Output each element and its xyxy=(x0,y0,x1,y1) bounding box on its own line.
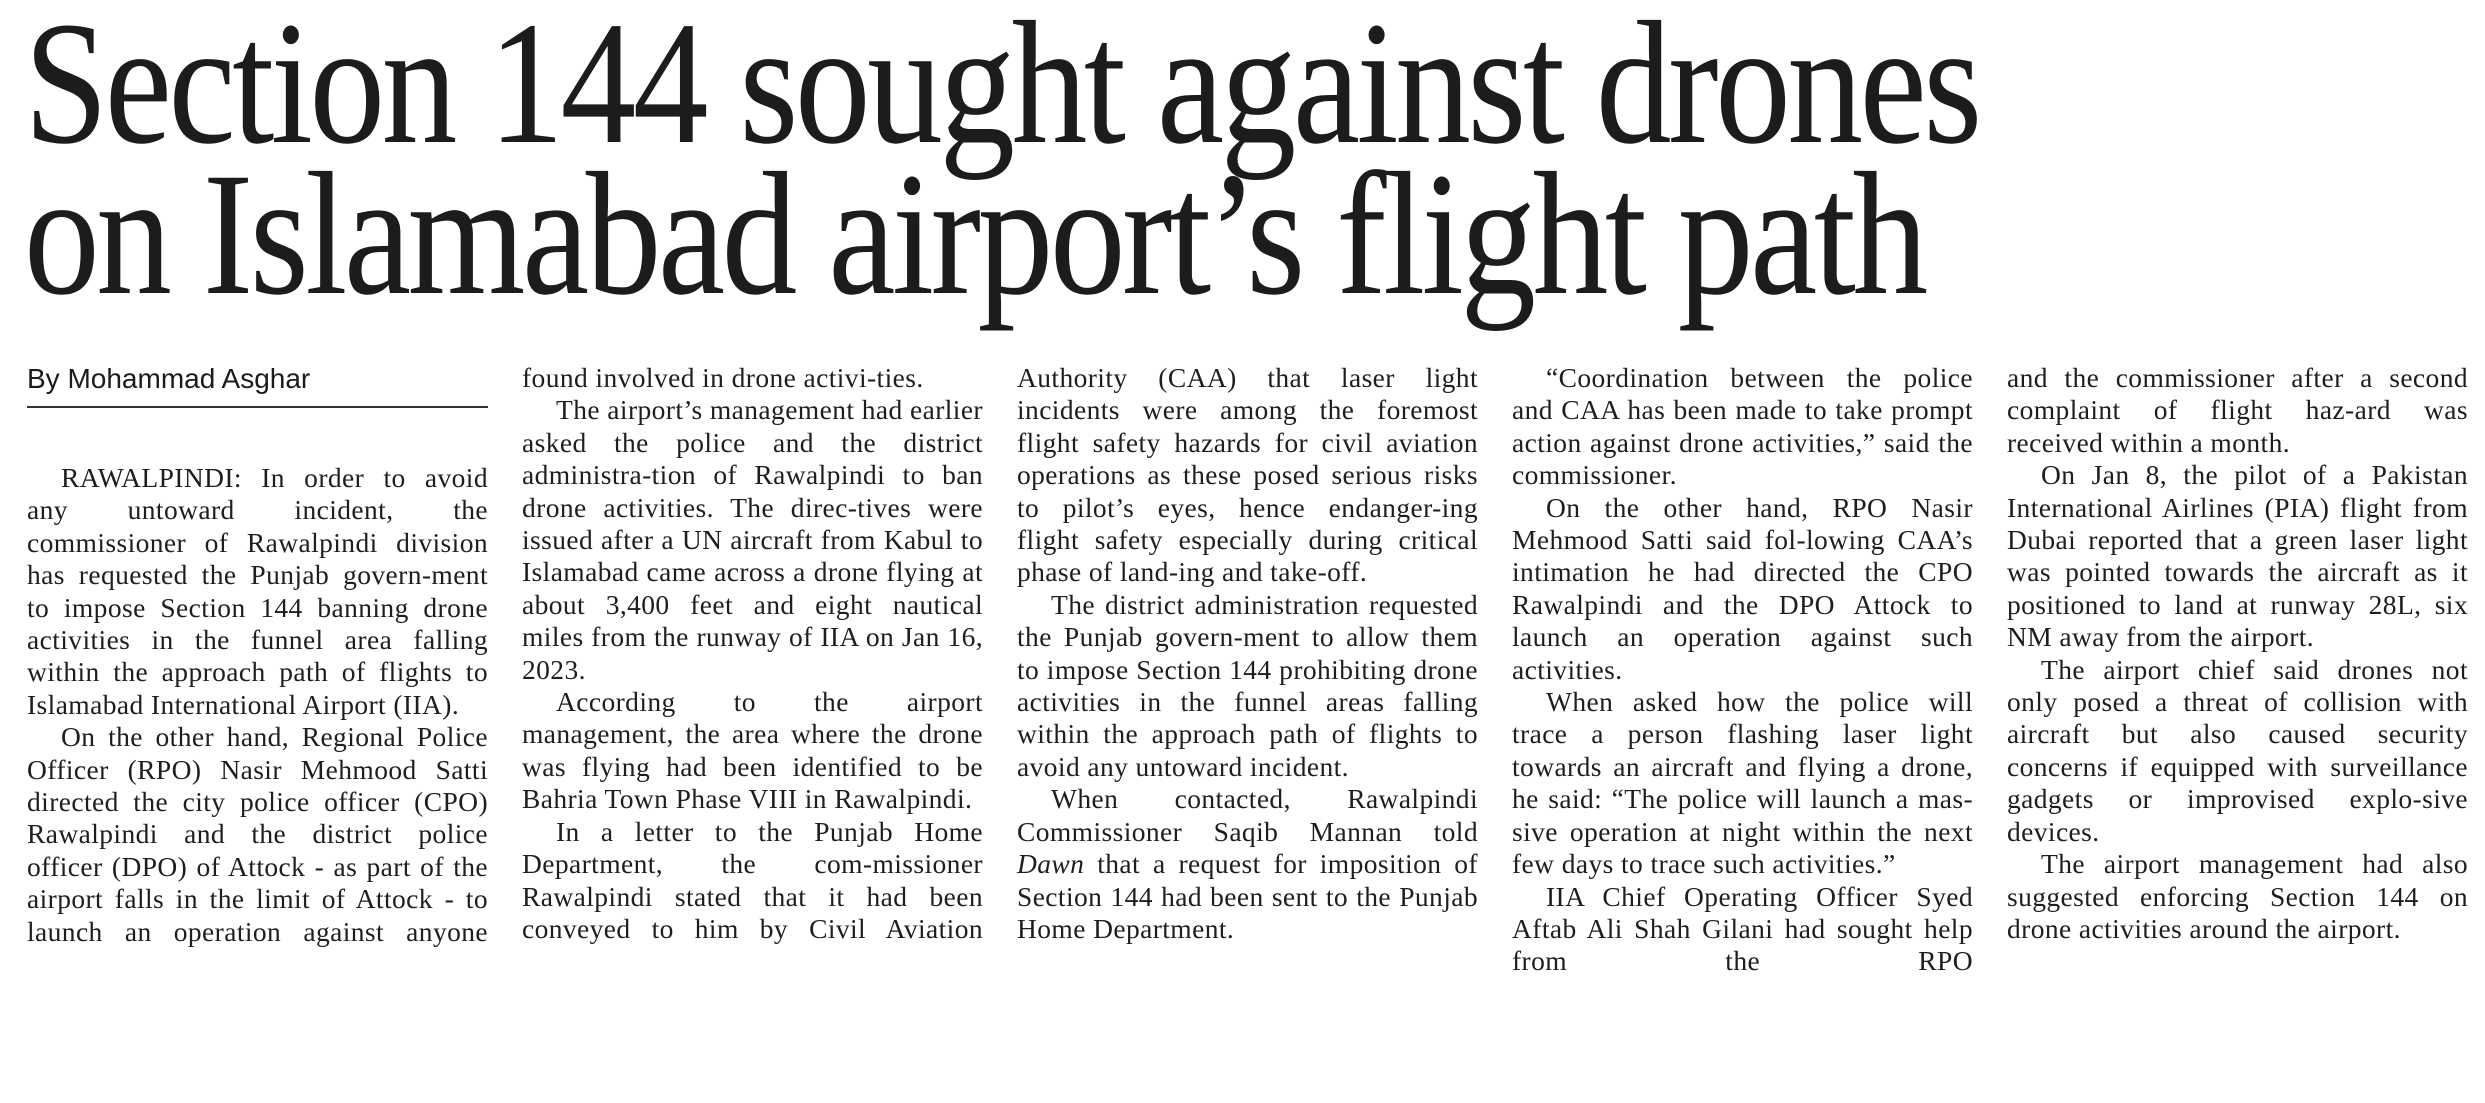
paragraph: On the other hand, Regional Police Officer (RPO) Nasir Mehmood Satti directed the city police officer (CPO) Rawalpindi and the district police officer (DPO) of Attock - as part of the airport falls in the limit of Attock - to launch an operation against anyone xyxy=(27,721,488,947)
article-body xyxy=(27,362,2472,1102)
paragraph: In a letter to the Punjab Home Department, the com-missioner Rawalpindi stated that it had been conveyed to him by Civil Aviation xyxy=(522,815,983,944)
paragraph-text: When contacted, Rawalpindi Commissioner Saqib Mannan told xyxy=(1017,783,1478,847)
byline-block xyxy=(27,362,488,462)
paragraph xyxy=(1017,783,1478,945)
paragraph-continued: found involved in drone activi-ties. xyxy=(522,362,924,393)
headline-line-1: Section 144 sought against drones xyxy=(24,0,1979,181)
paragraph: The district administration requested the Punjab govern-ment to allow them to impose Section 144 prohibiting drone activities in the funnel areas falling within the approach path of flights to avoid any untoward incident. xyxy=(1017,588,1478,782)
paragraph: IIA Chief Operating Officer Syed Aftab Ali Shah Gilani had sought help from the RPO xyxy=(1512,880,1973,977)
paragraph: On the other hand, RPO Nasir Mehmood Satti said fol-lowing CAA’s intimation he had directed the CPO Rawalpindi and the DPO Attock to launch an operation against such activities. xyxy=(1512,491,1973,685)
paragraph-text: In order to avoid any untoward incident, the commissioner of Rawalpindi division has requested the Punjab govern-ment to impose Section 144 banning drone activities in the funnel area falling within the approach path of flights to Islamabad International Airport (IIA). xyxy=(27,462,488,720)
paragraph: “Coordination between the police and CAA has been made to take prompt action against drone activities,” said the commissioner. xyxy=(1512,362,1973,491)
byline: By Mohammad Asghar xyxy=(27,363,311,394)
paragraph: When asked how the police will trace a person flashing laser light towards an aircraft and flying a drone, he said: “The police will launch a mas-sive operation at night within the next few days to trace such activities.” xyxy=(1512,686,1973,880)
paragraph-text: that a request for imposition of Section 144 had been sent to the Punjab Home Department. xyxy=(1017,848,1478,944)
column-3 xyxy=(1017,362,1478,945)
paragraph: The airport chief said drones not only posed a threat of collision with aircraft but also caused security concerns if equipped with surveillance gadgets or improvised explo-sive devices. xyxy=(2007,653,2468,847)
column-5 xyxy=(2007,362,2468,945)
paragraph: The airport’s management had earlier asked the police and the district administra-tion of Rawalpindi to ban drone activities. The direc-tives were issued after a UN aircraft from Kabul to Islamabad came across a drone flying at about 3,400 feet and eight nautical miles from the runway of IIA on Jan 16, 2023. xyxy=(522,394,983,685)
column-4 xyxy=(1512,362,1973,978)
paragraph-continued: Authority (CAA) that laser light incidents were among the foremost flight safety hazards for civil aviation operations as these posed serious risks to pilot’s eyes, hence endanger-ing flight safety especially during critical phase of land-ing and take-off. xyxy=(1017,362,1478,588)
paragraph: On Jan 8, the pilot of a Pakistan International Airlines (PIA) flight from Dubai reported that a green laser light was pointed towards the aircraft as it positioned to land at runway 28L, six NM away from the airport. xyxy=(2007,459,2468,653)
byline-rule xyxy=(27,406,488,408)
column-1 xyxy=(27,362,488,948)
column-2 xyxy=(522,362,983,945)
paragraph xyxy=(27,462,488,721)
paragraph-continued: and the commissioner after a second complaint of flight haz-ard was received within a month. xyxy=(2007,362,2468,458)
paragraph: The airport management had also suggested enforcing Section 144 on drone activities around the airport. xyxy=(2007,848,2468,944)
publication-name: Dawn xyxy=(1017,848,1085,880)
headline-line-2: on Islamabad airport’s flight path xyxy=(24,137,1925,332)
headline xyxy=(24,0,2122,332)
dateline: RAWALPINDI: xyxy=(61,462,242,493)
paragraph: According to the airport management, the area where the drone was flying had been identified to be Bahria Town Phase VIII in Rawalpindi. xyxy=(522,686,983,815)
